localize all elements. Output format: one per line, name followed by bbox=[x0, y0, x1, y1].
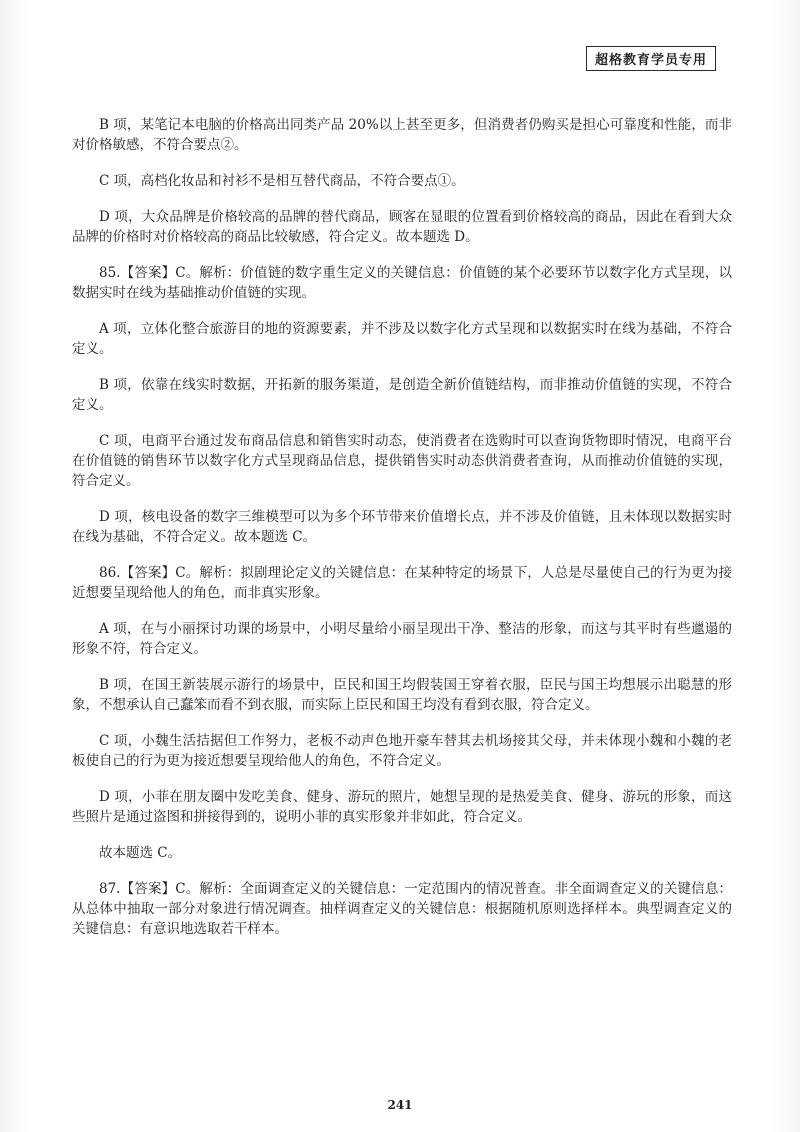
paragraph: B 项，依靠在线实时数据，开拓新的服务渠道，是创造全新价值链结构，而非推动价值链的实现，不符合定义。 bbox=[72, 377, 732, 413]
paragraph: D 项，小菲在朋友圈中发吃美食、健身、游玩的照片，她想呈现的是热爱美食、健身、游玩的形象，而这些照片是通过盗图和拼接得到的，说明小菲的真实形象并非如此，符合定义。 bbox=[72, 789, 732, 825]
paragraph: B 项，在国王新装展示游行的场景中，臣民和国王均假装国王穿着衣服，臣民与国王均想展示出聪慧的形象，不想承认自己蠢笨而看不到衣服，而实际上臣民和国王均没有看到衣服，符合定义。 bbox=[72, 677, 732, 713]
paragraph: 85.【答案】C。解析：价值链的数字重生定义的关键信息：价值链的某个必要环节以数字化方式呈现，以数据实时在线为基础推动价值链的实现。 bbox=[72, 265, 732, 301]
answer-explanations bbox=[72, 115, 732, 955]
paragraph: A 项，在与小丽探讨功课的场景中，小明尽量给小丽呈现出干净、整洁的形象，而这与其平时有些邋遢的形象不符，符合定义。 bbox=[72, 621, 732, 657]
paragraph: 87.【答案】C。解析：全面调查定义的关键信息：一定范围内的情况普查。非全面调查定义的关键信息：从总体中抽取一部分对象进行情况调查。抽样调查定义的关键信息：根据随机原则选择样本。典型调查定义的关键信息：有意识地选取若干样本。 bbox=[72, 881, 732, 937]
paragraph: A 项，立体化整合旅游目的地的资源要素，并不涉及以数字化方式呈现和以数据实时在线为基础，不符合定义。 bbox=[72, 321, 732, 357]
paragraph: C 项，小魏生活拮据但工作努力，老板不动声色地开豪车替其去机场接其父母，并未体现小魏和小魏的老板使自己的行为更为接近想要呈现给他人的角色，不符合定义。 bbox=[72, 733, 732, 769]
paragraph: D 项，大众品牌是价格较高的品牌的替代商品，顾客在显眼的位置看到价格较高的商品，因此在看到大众品牌的价格时对价格较高的商品比较敏感，符合定义。故本题选 D。 bbox=[72, 209, 732, 245]
header-stamp: 超格教育学员专用 bbox=[586, 46, 716, 71]
paragraph: B 项，某笔记本电脑的价格高出同类产品 20%以上甚至更多，但消费者仍购买是担心可靠度和性能，而非对价格敏感，不符合要点②。 bbox=[72, 117, 732, 153]
paragraph: 故本题选 C。 bbox=[99, 845, 182, 861]
paragraph: 86.【答案】C。解析：拟剧理论定义的关键信息：在某种特定的场景下，人总是尽量使自己的行为更为接近想要呈现给他人的角色，而非真实形象。 bbox=[72, 565, 732, 601]
paragraph: C 项，电商平台通过发布商品信息和销售实时动态，使消费者在选购时可以查询货物即时情况，电商平台在价值链的销售环节以数字化方式呈现商品信息，提供销售实时动态供消费者查询，从而推动价值链的实现，符合定义。 bbox=[72, 433, 732, 489]
page-number: 241 bbox=[387, 1098, 413, 1112]
paragraph: D 项，核电设备的数字三维模型可以为多个环节带来价值增长点，并不涉及价值链，且未体现以数据实时在线为基础，不符合定义。故本题选 C。 bbox=[72, 509, 732, 545]
paragraph: C 项，高档化妆品和衬衫不是相互替代商品，不符合要点①。 bbox=[99, 173, 465, 189]
